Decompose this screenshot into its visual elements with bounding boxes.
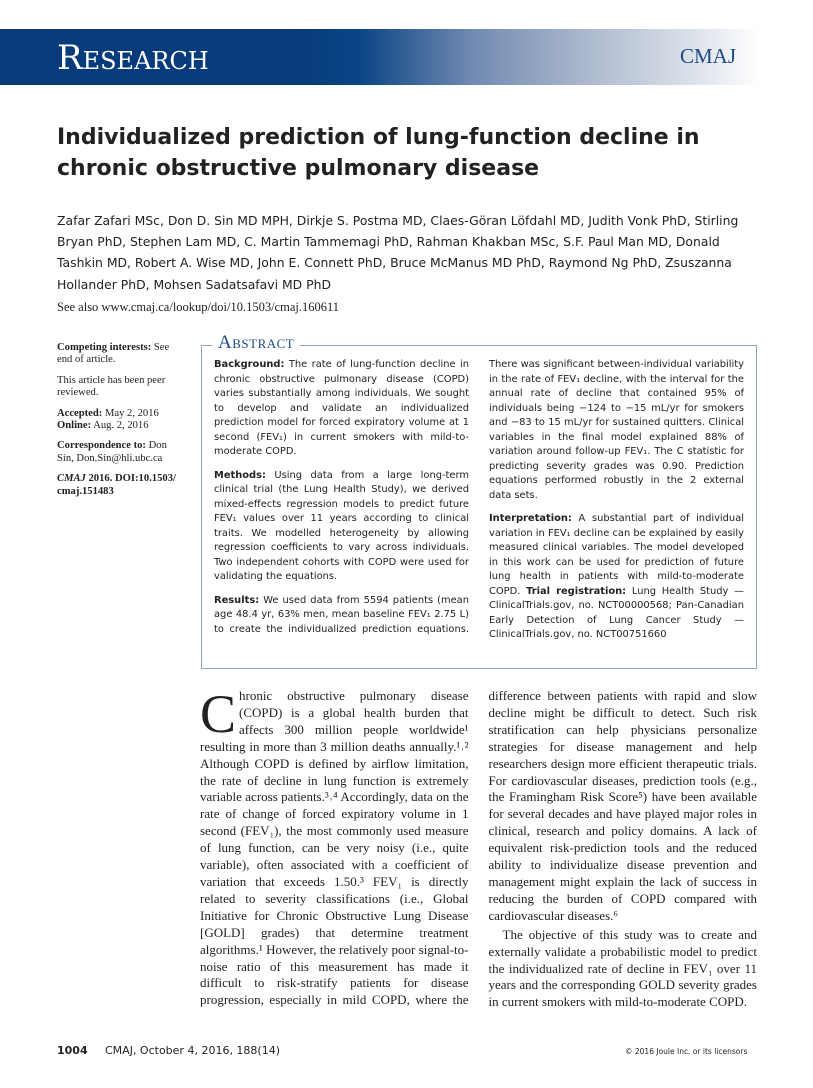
article-body <box>200 684 757 1011</box>
see-also-link[interactable]: See also www.cmaj.ca/lookup/doi/10.1503/cmaj.160611 <box>57 300 340 314</box>
abstract-heading: Abstract <box>212 332 300 354</box>
citation-journal: CMAJ <box>57 473 86 485</box>
footer-citation: CMAJ, October 4, 2016, 188(14) <box>105 1044 281 1057</box>
results-label: Results: <box>214 594 260 606</box>
journal-logo: CMAJ <box>680 44 737 68</box>
online-label: Online: <box>57 420 92 432</box>
competing-text: See end of article. <box>57 342 170 366</box>
article-title: Individualized prediction of lung-function decline in chronic obstructive pulmonary disease <box>57 125 700 181</box>
results-text: We used data from 5594 patients (mean age 48.4 yr, 63% men, mean baseline FEV₁ 2.75 L) to create the individualized prediction equations. There was significant between-individual variability in the rate of FEV₁ decline, with the interval for the annual rate of decline that contained 95% of individuals being −124 to −15 mL/yr for smokers and −83 to 15 mL/yr for sustained quitters. Clinical variables in the final model explained 88% of variation around follow-up FEV₁. The C statistic for predicting severity grades was 0.90. Prediction equations performed robustly in the 2 external data sets. <box>214 359 744 635</box>
drop-cap: C <box>200 684 237 744</box>
footer-copyright: © 2016 Joule Inc. or its licensors <box>625 1047 748 1056</box>
online-date: Aug. 2, 2016 <box>91 420 149 432</box>
interpretation-label: Interpretation: <box>489 513 572 524</box>
accepted-label: Accepted: <box>57 407 103 419</box>
background-text: The rate of lung-function decline in chronic obstructive pulmonary disease (COPD) varies substantially among individuals. We sought to develop and validate an individualized prediction model for forced expiratory volume at 1 second (FEV₁) in current smokers with mild-to-moderate COPD. <box>214 359 469 457</box>
intro-paragraph: hronic obstructive pulmonary disease (COPD) is a global health burden that affects 300 million people worldwide¹ resulting in more than 3 million deaths annually.¹˒² Although COPD is defined by airflow limitation, the rate of decline in lung function is extremely variable across patients.³˒⁴ Accordingly, data on the rate of change of forced expiratory volume in 1 second (FEV₁), the most commonly used measure of lung function, can be very noisy (i.e., quite variable), often associated with a coefficient of variation that exceeds 1.50.³ FEV₁ is directly related to severity classifications (i.e., Global Initiative for Chronic Obstructive Lung Disease [GOLD] grades) that determine treatment algorithms.¹ However, the relatively poor signal-to-noise ratio of this measurement has made it difficult to risk-stratify patients for disease progression, especially in mild COPD, where the difference between patients with rapid and slow decline might be difficult to detect. Such risk stratification can help physicians personalize strategies for disease management and help researchers design more efficient therapeutic trials. For cardiovascular diseases, prediction tools (e.g., the Framingham Risk Score⁵) have been available for several decades and have played major roles in clinical, research and policy domains. A lack of equivalent risk-prediction tools and the reduced ability to individualize disease prevention and management might explain the lack of success in reducing the burden of COPD compared with cardiovascular diseases.⁶ <box>200 688 757 1008</box>
methods-text: Using data from a large long-term clinical trial (the Lung Health Study), we derived mixed-effects regression models to predict future FEV₁ values over 11 years according to clinical traits. We modelled heterogeneity by allowing regression coefficients to vary across individuals. Two independent cohorts with COPD were used for validating the equations. <box>214 469 469 582</box>
trial-label: Trial registration: <box>526 585 627 597</box>
methods-label: Methods: <box>214 469 266 481</box>
section-label: Research <box>57 38 209 78</box>
correspondence-text[interactable]: Don Sin, Don.Sin@hli.ubc.ca <box>57 440 167 464</box>
citation-doi: 2016. DOI:10.1503/ cmaj.151483 <box>57 473 176 497</box>
abstract-body <box>214 358 744 644</box>
accepted-date: May 2, 2016 <box>102 407 159 419</box>
interpretation-text: A substantial part of individual variation in FEV₁ decline can be explained by easily measured clinical variables. The model developed in this work can be used for prediction of future lung health in patients with mild-to-moderate COPD. <box>489 513 744 597</box>
trial-text: Lung Health Study — ClinicalTrials.gov, no. NCT00000568; Pan-Canadian Early Detection of Lung Cancer Study — ClinicalTrials.gov, no. NCT00751660 <box>489 585 744 640</box>
author-list: Zafar Zafari MSc, Don D. Sin MD MPH, Dirkje S. Postma MD, Claes-Göran Löfdahl MD, Judith Vonk PhD, Stirling Bryan PhD, Stephen Lam MD, C. Martin Tammemagi PhD, Rahman Khakban MSc, S.F. Paul Man MD, Donald Tashkin MD, Robert A. Wise MD, John E. Connett PhD, Bruce McManus MD PhD, Raymond Ng PhD, Zsuszanna Hollander PhD, Mohsen Sadatsafavi MD PhD <box>57 213 739 292</box>
article-sidebar <box>57 342 182 506</box>
peer-review-note: This article has been peer reviewed. <box>57 374 166 399</box>
background-label: Background: <box>214 359 285 370</box>
page-number: 1004 <box>57 1044 88 1057</box>
correspondence-label: Correspondence to: <box>57 440 146 452</box>
competing-label: Competing interests: <box>57 342 152 353</box>
objective-paragraph: The objective of this study was to create and externally validate a probabilistic model to predict the individualized rate of decline in FEV₁ over 11 years and the corresponding GOLD severity grades in current smokers with mild-to-moderate COPD. <box>488 926 757 1010</box>
